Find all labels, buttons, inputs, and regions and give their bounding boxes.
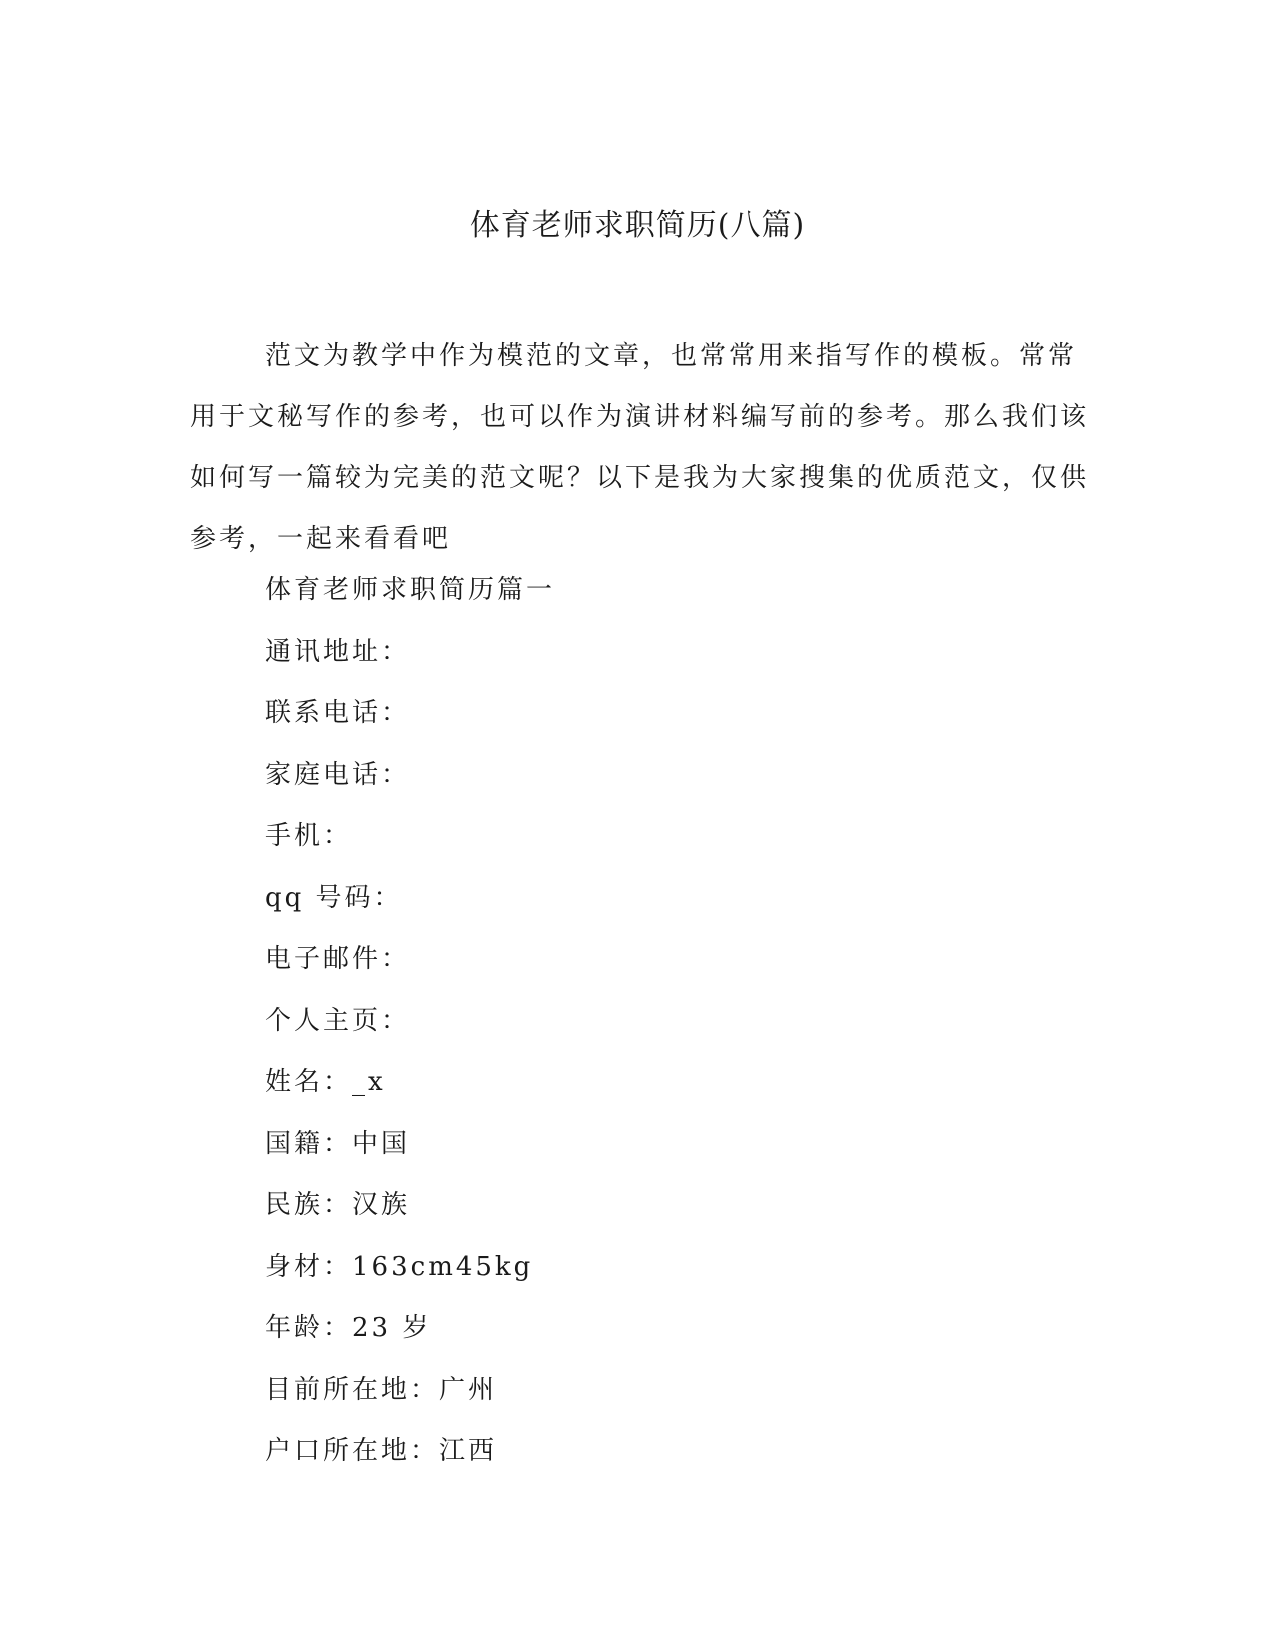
age-line: 年龄：23 岁 — [265, 1313, 432, 1343]
section-heading: 体育老师求职简历篇一 — [265, 575, 556, 605]
ethnicity-line: 民族：汉族 — [265, 1190, 411, 1220]
document-title: 体育老师求职简历(八篇) — [469, 208, 806, 243]
email-line: 电子邮件： — [265, 944, 411, 974]
hukou-location-line: 户口所在地：江西 — [265, 1436, 498, 1466]
homepage-line: 个人主页： — [265, 1005, 411, 1036]
contact-phone-line: 联系电话： — [265, 698, 411, 728]
nationality-line: 国籍：中国 — [265, 1128, 411, 1159]
qq-line: qq 号码： — [265, 882, 403, 913]
address-line: 通讯地址： — [265, 636, 411, 667]
home-phone-line: 家庭电话： — [265, 759, 411, 790]
body-line: 身材：163cm45kg — [265, 1251, 534, 1282]
current-location-line: 目前所在地：广州 — [265, 1374, 498, 1405]
intro-paragraph: 范文为教学中作为模范的文章，也常常用来指写作的模板。常常用于文秘写作的参考，也可以作为演讲材料编写前的参考。那么我们该如何写一篇较为完美的范文呢？以下是我为大家搜集的优质范文，仅供参考，一起来看看吧 — [190, 341, 1090, 554]
mobile-line: 手机： — [265, 821, 353, 851]
name-line: 姓名：_x — [265, 1067, 386, 1097]
resume-lines — [265, 575, 555, 1498]
